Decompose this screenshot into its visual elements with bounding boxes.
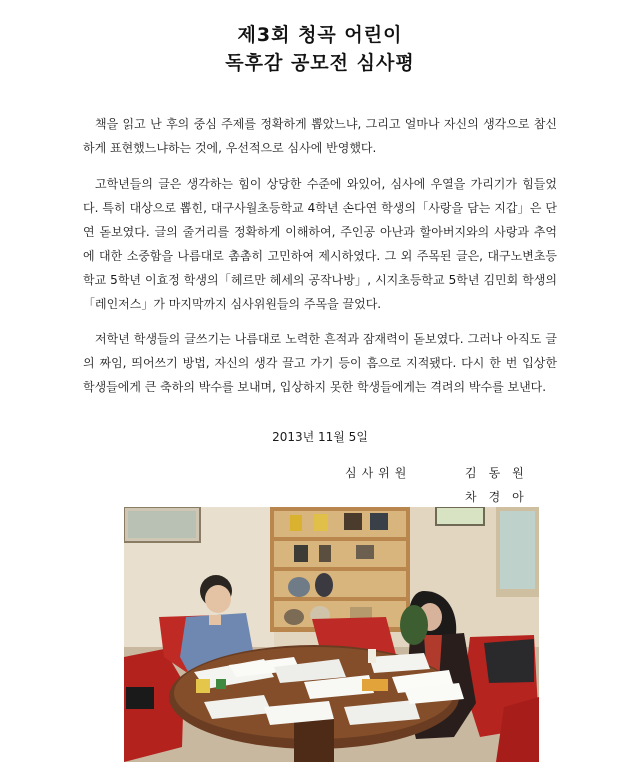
signature-role-spacer: [345, 485, 465, 509]
signature-name: 김동원: [465, 466, 536, 480]
paragraph-lower-grades: 저학년 학생들의 글쓰기는 나름대로 노력한 흔적과 잠재력이 돋보였다. 그러나 아직도 글의 짜임, 띄어쓰기 방법, 자신의 생각 끌고 가기 등이 흠으로 지적됐다. 다시 한 번 입상한 학생들에게 큰 축하의 박수를 보내며, 입상하지 못한 학생들에게는 격려의 박수를 보낸다.: [83, 332, 557, 394]
signature-role: 심사위원: [345, 466, 412, 480]
photo-judges-reviewing-icon: [124, 507, 539, 762]
signature-row: [345, 461, 575, 485]
signature-row: [345, 485, 575, 509]
paragraph-upper-grades: 고학년들의 글은 생각하는 힘이 상당한 수준에 와있어, 심사에 우열을 가리기가 힘들었다. 특히 대상으로 뽑힌, 대구사월초등학교 4학년 손다연 학생의「사랑을 담는 지갑」은 단연 돋보였다. 글의 줄거리를 정확하게 이해하여, 주인공 아난과 할아버지와의 사랑과 추억에 대한 소중함을 나름대로 촘촘히 고민하여 제시하였다. 그 외 주목된 글은, 대구노변초등학교 5학년 이효정 학생의「헤르만 헤세의 공작나방」, 시지초등학교 5학년 김민회 학생의「레인저스」가 마지막까지 심사위원들의 주목을 끌었다.: [83, 177, 557, 311]
signature-block: [345, 461, 575, 509]
document-title-line1: 제3회 청곡 어린이: [237, 24, 403, 46]
document-date: 2013년 11월 5일: [272, 430, 368, 444]
signature-name: 차경아: [465, 490, 536, 504]
paragraph-criteria: 책을 읽고 난 후의 중심 주제를 정확하게 뽑았느냐, 그리고 얼마나 자신의 생각으로 참신하게 표현했느냐하는 것에, 우선적으로 심사에 반영했다.: [83, 117, 557, 155]
document-title-line2: 독후감 공모전 심사평: [225, 52, 415, 74]
judges-photo: [124, 507, 539, 762]
